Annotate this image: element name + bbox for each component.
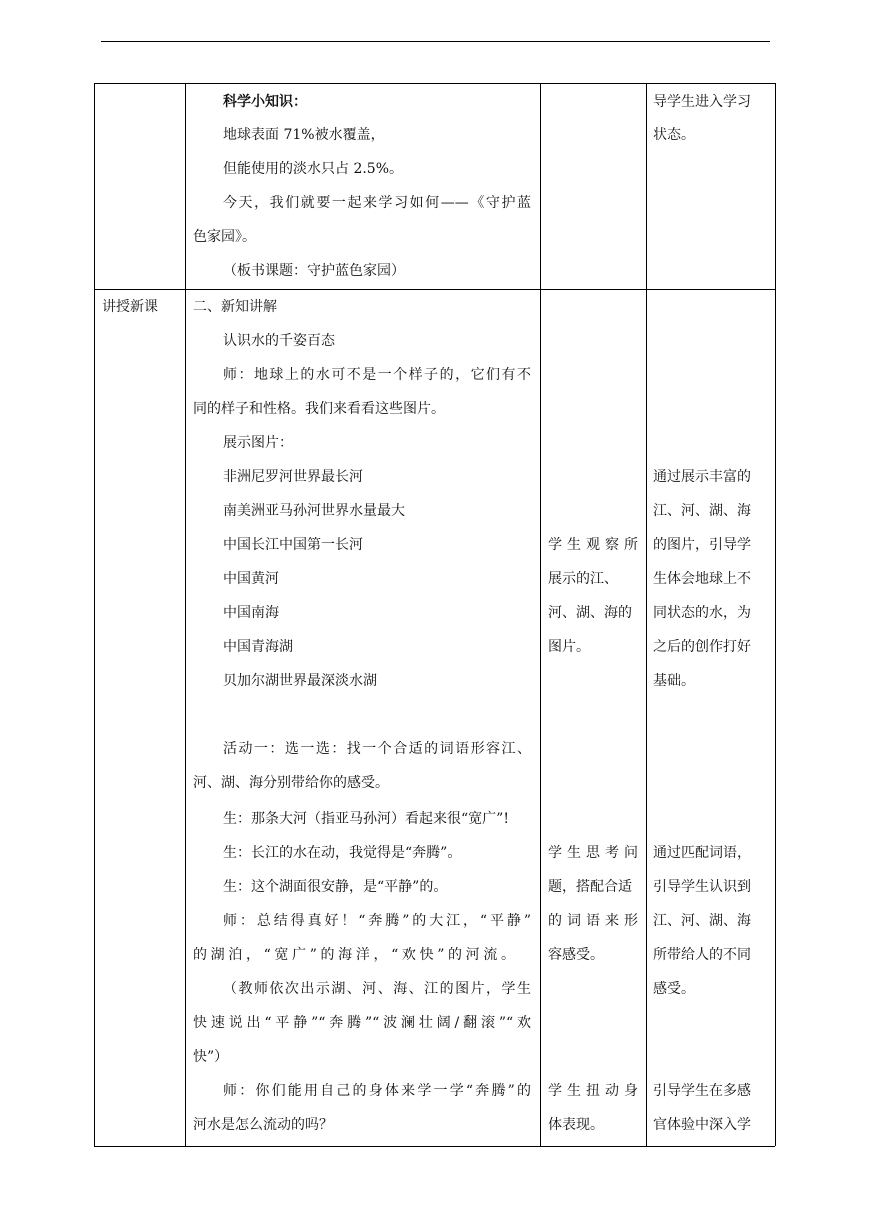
list-item: 中国青海湖 <box>223 639 293 655</box>
student-activity: 体表现。 <box>548 1117 604 1133</box>
body-text: 快速说出“平静”“奔腾”“波澜壮阔/翻滚”“欢 <box>193 1015 531 1031</box>
list-item: 中国长江中国第一长河 <box>223 537 363 553</box>
student-activity: 学生观察所 <box>548 537 638 553</box>
body-text: （教师依次出示湖、河、海、江的图片，学生 <box>223 981 531 997</box>
header-rule <box>101 41 770 42</box>
body-text: （板书课题：守护蓝色家园） <box>223 263 405 279</box>
table-bottom-border <box>94 1146 775 1147</box>
body-text: 活动一：选一选：找一个合适的词语形容江、 <box>223 741 531 757</box>
student-activity: 学生思考问 <box>548 845 638 861</box>
body-text: 快”） <box>193 1049 229 1065</box>
row-divider <box>94 289 775 290</box>
body-text: 地球表面 71%被水覆盖， <box>223 127 385 143</box>
table-top-border <box>94 83 775 84</box>
student-activity: 图片。 <box>548 639 590 655</box>
body-text: 河、湖、海分别带给你的感受。 <box>193 775 389 791</box>
student-activity: 展示的江、 <box>548 571 618 587</box>
col-divider <box>185 83 186 1146</box>
student-activity: 学生扭动身 <box>548 1083 638 1099</box>
body-text: 生：那条大河（指亚马孙河）看起来很“宽广”! <box>223 811 509 827</box>
intent-text: 的图片，引导学 <box>653 537 751 553</box>
intent-text: 感受。 <box>653 981 695 997</box>
intent-text: 江、河、湖、海 <box>653 503 751 519</box>
intent-text: 官体验中深入学 <box>653 1117 751 1133</box>
list-item: 中国黄河 <box>223 571 279 587</box>
intent-text: 生体会地球上不 <box>653 571 751 587</box>
intent-text: 江、河、湖、海 <box>653 913 751 929</box>
body-text: 认识水的千姿百态 <box>223 333 335 349</box>
body-text: 生：这个湖面很安静，是“平静”的。 <box>223 879 448 895</box>
intent-text: 引导学生认识到 <box>653 879 751 895</box>
student-activity: 河、湖、海的 <box>548 605 632 621</box>
intent-text: 同状态的水，为 <box>653 605 751 621</box>
body-text: 生：长江的水在动，我觉得是“奔腾”。 <box>223 845 462 861</box>
intent-text: 导学生进入学习 <box>653 94 751 110</box>
body-text: 展示图片： <box>223 435 293 451</box>
intent-text: 之后的创作打好 <box>653 639 751 655</box>
list-item: 贝加尔湖世界最深淡水湖 <box>223 673 377 689</box>
body-text: 河水是怎么流动的吗？ <box>193 1117 333 1133</box>
student-activity: 容感受。 <box>548 947 604 963</box>
body-text: 师：总结得真好！“奔腾”的大江，“平静” <box>223 913 531 929</box>
body-text: 师：地球上的水可不是一个样子的，它们有不 <box>223 367 531 383</box>
body-text: 色家园》。 <box>193 229 256 245</box>
col-divider <box>540 83 541 1146</box>
body-text: 今天，我们就要一起来学习如何——《守护蓝 <box>223 195 531 211</box>
section-title: 科学小知识： <box>223 94 307 110</box>
body-text: 但能使用的淡水只占 2.5%。 <box>223 161 404 177</box>
col-divider <box>646 83 647 1146</box>
intent-text: 所带给人的不同 <box>653 947 751 963</box>
intent-text: 通过展示丰富的 <box>653 469 751 485</box>
table-left-border <box>94 83 95 1146</box>
body-text: 师：你们能用自己的身体来学一学“奔腾”的 <box>223 1083 531 1099</box>
student-activity: 的词语来形 <box>548 913 638 929</box>
list-item: 非洲尼罗河世界最长河 <box>223 469 363 485</box>
list-item: 中国南海 <box>223 605 279 621</box>
body-text: 同的样子和性格。我们来看看这些图片。 <box>193 401 445 417</box>
section-heading: 二、新知讲解 <box>193 299 277 315</box>
list-item: 南美洲亚马孙河世界水量最大 <box>223 503 405 519</box>
table-right-border <box>775 83 776 1146</box>
student-activity: 题，搭配合适 <box>548 879 632 895</box>
stage-label: 讲授新课 <box>102 299 158 315</box>
intent-text: 状态。 <box>653 127 695 143</box>
intent-text: 基础。 <box>653 673 695 689</box>
intent-text: 通过匹配词语， <box>653 845 751 861</box>
intent-text: 引导学生在多感 <box>653 1083 751 1099</box>
body-text: 的湖泊，“宽广”的海洋，“欢快”的河流。 <box>193 947 515 963</box>
